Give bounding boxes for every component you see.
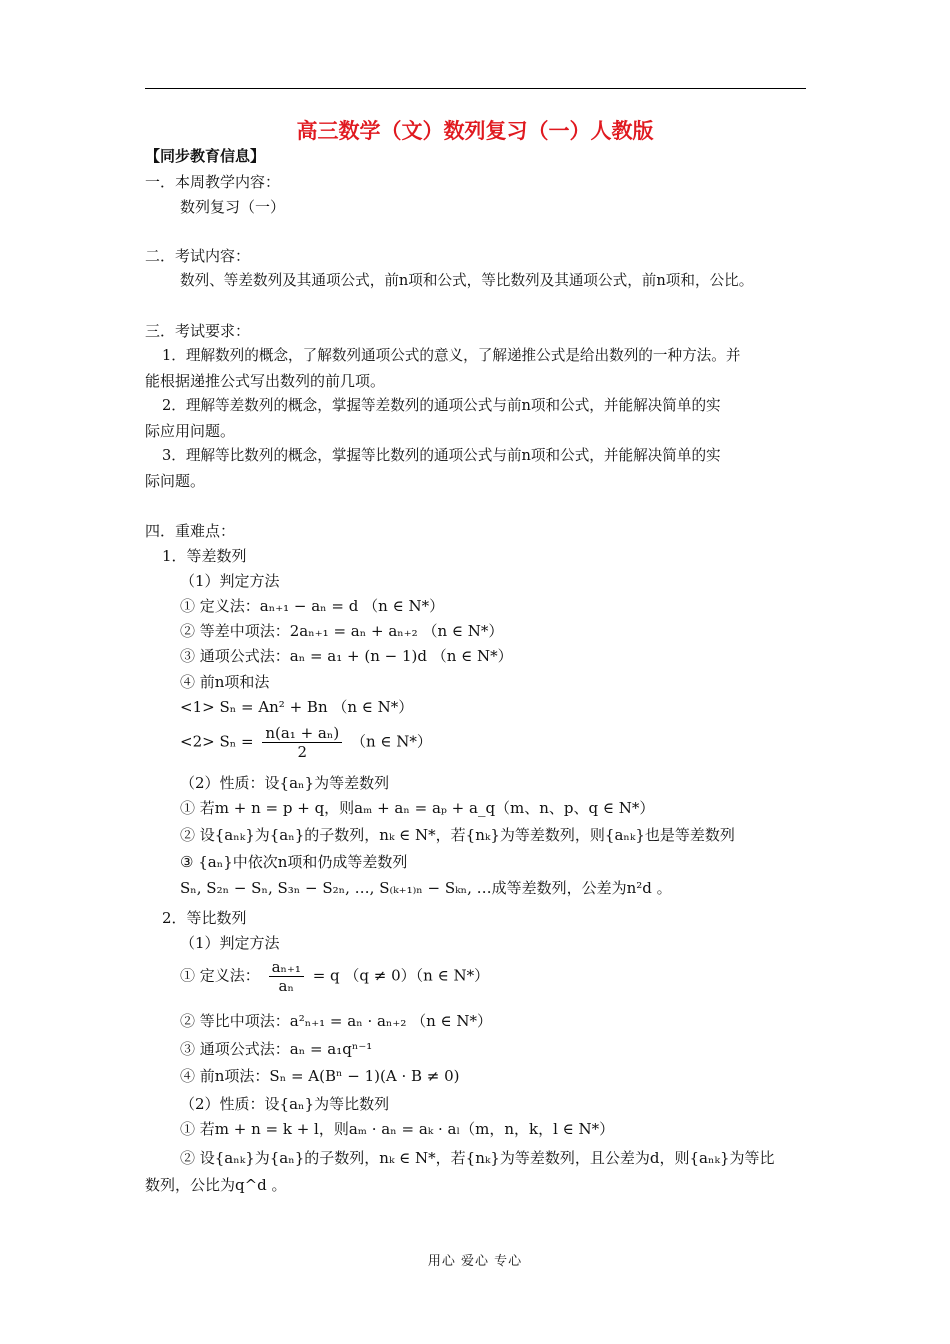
text-line: 能根据递推公式写出数列的前几项。 bbox=[145, 372, 386, 390]
subheading: 1．等差数列 bbox=[162, 547, 247, 565]
page-title: 高三数学（文）数列复习（一）人教版 bbox=[296, 119, 654, 143]
subheading: 2．等比数列 bbox=[162, 909, 247, 927]
formula-suffix: （n ∈ N*） bbox=[350, 732, 432, 751]
fraction-numerator: n(a₁ + aₙ) bbox=[262, 724, 342, 743]
text-line: （2）性质：设{aₙ}为等比数列 bbox=[180, 1095, 390, 1113]
text-line: 际问题。 bbox=[145, 472, 206, 490]
text-line: 际应用问题。 bbox=[145, 422, 236, 440]
fraction-denominator: aₙ bbox=[278, 977, 294, 995]
formula-line: ③ 通项公式法：aₙ = a₁qⁿ⁻¹ bbox=[180, 1040, 373, 1058]
formula-line: ② 等比中项法：a²ₙ₊₁ = aₙ · aₙ₊₂ （n ∈ N*） bbox=[180, 1012, 493, 1030]
section-header: 【同步教育信息】 bbox=[145, 147, 266, 165]
formula-line: ① 若m + n = k + l，则aₘ · aₙ = aₖ · aₗ（m，n，k，l ∈ N*） bbox=[180, 1120, 615, 1138]
heading-2: 二．考试内容： bbox=[145, 247, 251, 265]
fraction-denominator: 2 bbox=[297, 743, 308, 761]
page-footer: 用心 爱心 专心 bbox=[427, 1254, 523, 1269]
formula-fraction-line bbox=[180, 724, 432, 761]
formula-line: ② 设{aₙₖ}为{aₙ}的子数列，nₖ ∈ N*，若{nₖ}为等差数列，且公差为d，则{aₙₖ}为等比 bbox=[180, 1149, 775, 1167]
text-line: 数列、等差数列及其通项公式，前n项和公式，等比数列及其通项公式，前n项和，公比。 bbox=[180, 272, 754, 289]
formula-line: ④ 前n项法：Sₙ = A(Bⁿ − 1)(A · B ≠ 0) bbox=[180, 1067, 460, 1085]
formula-line: <1> Sₙ = An² + Bn （n ∈ N*） bbox=[180, 698, 414, 716]
text-line: 3．理解等比数列的概念，掌握等比数列的通项公式与前n项和公式，并能解决简单的实 bbox=[162, 447, 721, 464]
text-line: 数列复习（一） bbox=[180, 198, 286, 216]
formula-line: ① 若m + n = p + q，则aₘ + aₙ = aₚ + a_q（m、n、p、q ∈ N*） bbox=[180, 799, 655, 817]
formula-line: ② 等差中项法：2aₙ₊₁ = aₙ + aₙ₊₂ （n ∈ N*） bbox=[180, 622, 504, 640]
formula-prefix: <2> Sₙ = bbox=[180, 732, 254, 751]
formula-line: ③ 通项公式法：aₙ = a₁ + (n − 1)d （n ∈ N*） bbox=[180, 647, 513, 665]
heading-3: 三．考试要求： bbox=[145, 322, 251, 340]
text-line: ④ 前n项和法 bbox=[180, 673, 270, 691]
fraction bbox=[262, 724, 342, 761]
text-line: （1）判定方法 bbox=[180, 572, 280, 590]
text-line: 2．理解等差数列的概念，掌握等差数列的通项公式与前n项和公式，并能解决简单的实 bbox=[162, 397, 721, 414]
heading-1: 一．本周教学内容： bbox=[145, 173, 281, 191]
formula-line: ③ {aₙ}中依次n项和仍成等差数列 bbox=[180, 853, 408, 871]
formula-line: ② 设{aₙₖ}为{aₙ}的子数列，nₖ ∈ N*，若{nₖ}为等差数列，则{aₙₖ}也是等差数列 bbox=[180, 826, 735, 844]
text-line: （2）性质：设{aₙ}为等差数列 bbox=[180, 774, 390, 792]
heading-4: 四．重难点： bbox=[145, 522, 236, 540]
fraction bbox=[269, 958, 304, 995]
formula-suffix: = q （q ≠ 0）（n ∈ N*） bbox=[312, 966, 490, 985]
formula-line: 数列，公比为q^d 。 bbox=[145, 1176, 287, 1194]
text-line: （1）判定方法 bbox=[180, 934, 280, 952]
formula-line: ① 定义法：aₙ₊₁ − aₙ = d （n ∈ N*） bbox=[180, 597, 445, 615]
formula-fraction-line bbox=[180, 958, 489, 995]
header-rule bbox=[145, 88, 806, 89]
text-line: 1．理解数列的概念，了解数列通项公式的意义，了解递推公式是给出数列的一种方法。并 bbox=[162, 347, 741, 364]
formula-prefix: ① 定义法： bbox=[180, 966, 260, 985]
fraction-numerator: aₙ₊₁ bbox=[269, 958, 304, 977]
formula-line: Sₙ, S₂ₙ − Sₙ, S₃ₙ − S₂ₙ, …, S₍ₖ₊₁₎ₙ − Sₖₙ, …成等差数列，公差为n²d 。 bbox=[180, 879, 672, 897]
